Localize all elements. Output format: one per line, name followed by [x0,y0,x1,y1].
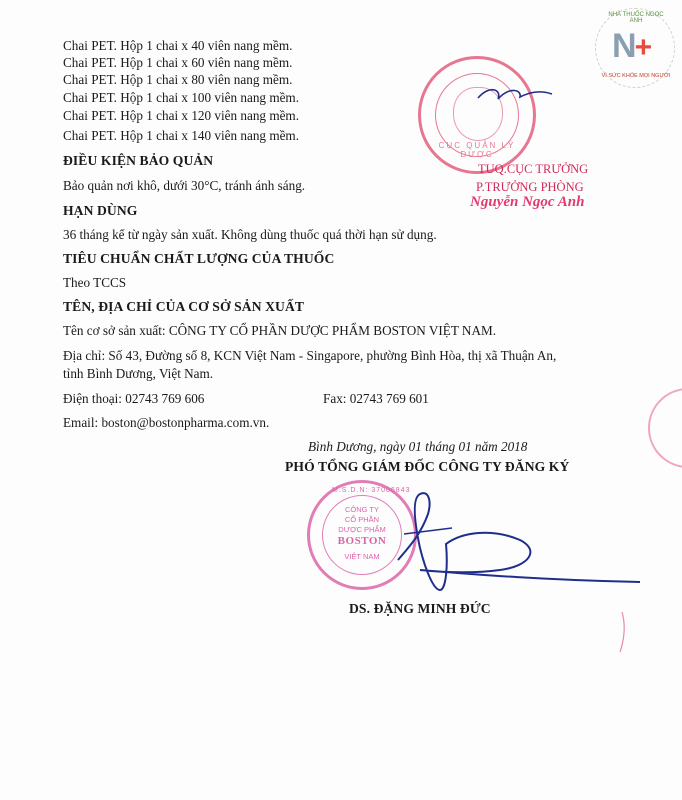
stamp-line-2: CỔ PHẦN [344,515,380,524]
signatory-title: PHÓ TỔNG GIÁM ĐỐC CÔNG TY ĐĂNG KÝ [285,459,570,474]
stamp-line-3: DƯỢC PHẨM [338,525,386,534]
shelf-life-text: 36 tháng kể từ ngày sản xuất. Không dùng thuốc quá thời hạn sử dụng. [63,227,437,242]
packaging-line-3: Chai PET. Hộp 1 chai x 80 viên nang mềm. [63,72,293,87]
approval-line-2: P.TRƯỞNG PHÒNG [476,180,584,194]
approval-line-1: TUQ.CỤC TRƯỞNG [478,162,589,176]
watermark-bottom-text: VÌ SỨC KHỎE MỌI NGƯỜI [601,73,671,79]
stamp-line-1: CÔNG TY [344,505,380,514]
packaging-line-4: Chai PET. Hộp 1 chai x 100 viên nang mềm. [63,90,299,105]
stamp-msdn: M.S.D.N: 37006843 [332,487,411,494]
packaging-line-6: Chai PET. Hộp 1 chai x 140 viên nang mềm. [63,128,299,143]
watermark-mark: N+ [612,27,651,65]
shelf-life-heading: HẠN DÙNG [63,203,138,218]
manufacturer-fax: Fax: 02743 769 601 [323,391,429,406]
stamp-line-4: BOSTON [337,535,387,547]
stamp-line-5: VIỆT NAM [344,552,380,561]
packaging-line-2: Chai PET. Hộp 1 chai x 60 viên nang mềm. [63,55,293,70]
signer-name: DS. ĐẶNG MINH ĐỨC [349,601,491,616]
place-date: Bình Dương, ngày 01 tháng 01 năm 2018 [308,439,528,454]
packaging-line-1: Chai PET. Hộp 1 chai x 40 viên nang mềm. [63,38,293,53]
storage-text: Bảo quản nơi khô, dưới 30°C, tránh ánh sáng. [63,178,306,193]
packaging-line-5: Chai PET. Hộp 1 chai x 120 viên nang mềm. [63,108,299,123]
approval-signer: Nguyễn Ngọc Anh [470,194,585,210]
director-signature-cross [404,528,452,534]
quality-standard-heading: TIÊU CHUẨN CHẤT LƯỢNG CỦA THUỐC [63,251,335,266]
manufacturer-address-line2: tỉnh Bình Dương, Việt Nam. [63,366,214,381]
director-signature-stroke [398,493,640,590]
manufacturer-address-line1: Địa chỉ: Số 43, Đường số 8, KCN Việt Nam - Singapore, phường Bình Hòa, thị xã Thuận An, [63,348,557,363]
manufacturer-phone: Điện thoại: 02743 769 606 [63,391,205,406]
quality-standard-text: Theo TCCS [63,275,127,290]
watermark-top-text: NHÀ THUỐC NGỌC ANH [608,12,664,24]
margin-mark [620,612,624,652]
manufacturer-email: Email: boston@bostonpharma.com.vn. [63,415,270,430]
manufacturer-heading: TÊN, ĐỊA CHỈ CỦA CƠ SỞ SẢN XUẤT [63,299,305,314]
manufacturer-name: Tên cơ sở sản xuất: CÔNG TY CỔ PHẦN DƯỢC PHẨM BOSTON VIỆT NAM. [63,323,497,338]
approval-stamp-text: CỤC QUẢN LÝ DƯỢC [438,141,516,159]
approval-signature-stroke [478,90,552,99]
storage-heading: ĐIỀU KIỆN BẢO QUẢN [63,153,214,168]
